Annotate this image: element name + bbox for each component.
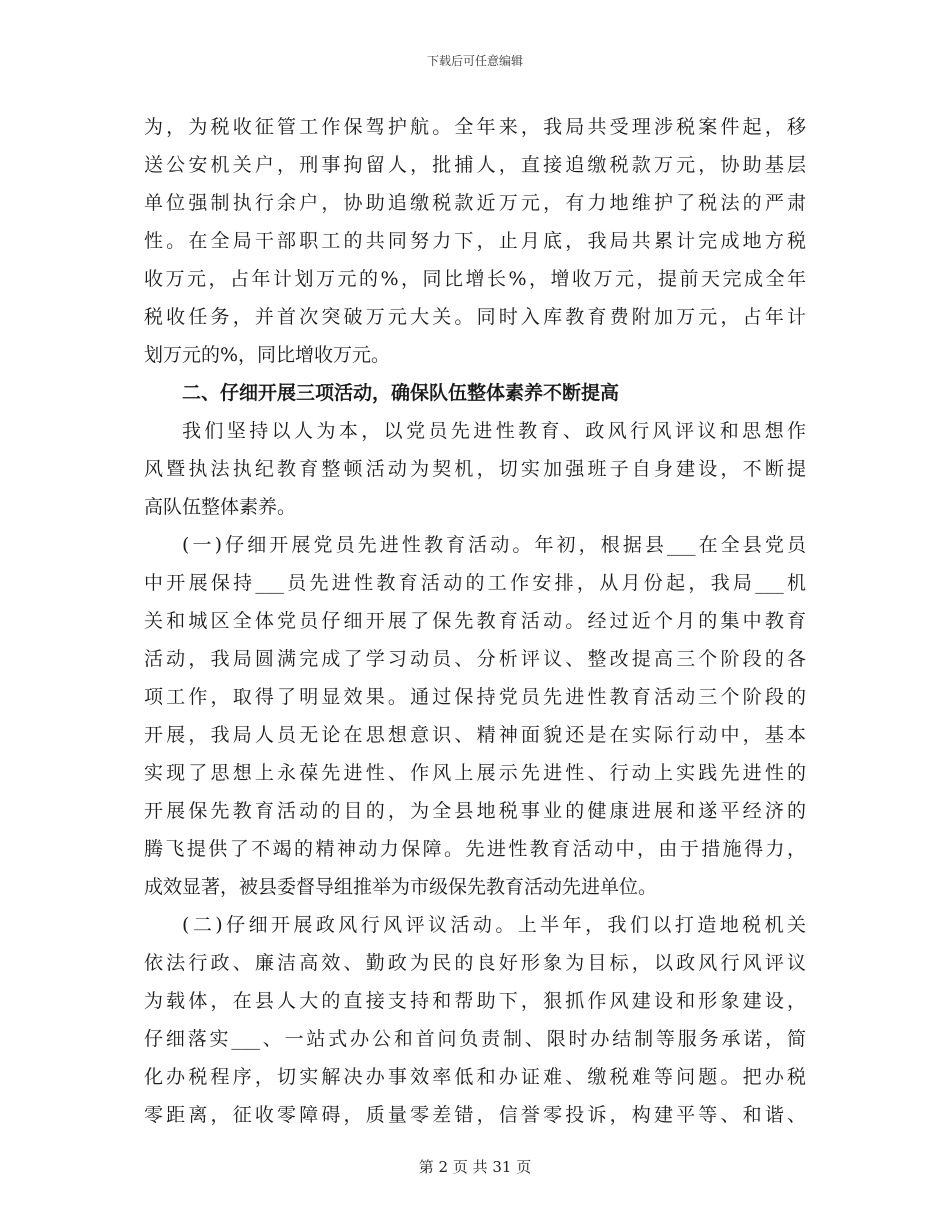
body-text-line: (二)仔细开展政风行风评议活动。上半年，我们以打造地税机关 [182, 914, 806, 936]
body-text-line: 化办税程序，切实解决办事效率低和办证难、缴税难等问题。把办税 [144, 1066, 806, 1088]
body-text-line: 依法行政、廉洁高效、勤政为民的良好形象为目标，以政风行风评议 [144, 952, 806, 974]
body-text-line: 开展，我局人员无论在思想意识、精神面貌还是在实际行动中，基本 [144, 724, 806, 746]
page-number-footer: 第 2 页 共 31 页 [418, 1158, 532, 1176]
body-text-line: 仔细落实___、一站式办公和首问负责制、限时办结制等服务承诺，简 [144, 1028, 806, 1050]
body-text-line: 为载体，在县人大的直接支持和帮助下，狠抓作风建设和形象建设， [144, 990, 806, 1012]
body-text-line: 我们坚持以人为本，以党员先进性教育、政风行风评议和思想作 [182, 420, 806, 442]
body-text-line: (一)仔细开展党员先进性教育活动。年初，根据县___在全县党员 [182, 534, 806, 556]
body-text-line: 实现了思想上永葆先进性、作风上展示先进性、行动上实践先进性的 [144, 762, 806, 784]
page-header: 下载后可任意编辑 [426, 54, 523, 68]
body-text-line: 划万元的%，同比增收万元。 [144, 344, 391, 366]
section-heading: 二、仔细开展三项活动，确保队伍整体素养不断提高 [182, 382, 620, 404]
body-text-line: 开展保先教育活动的目的，为全县地税事业的健康进展和遂平经济的 [144, 800, 806, 822]
body-text-line: 关和城区全体党员仔细开展了保先教育活动。经过近个月的集中教育 [144, 610, 806, 632]
body-text-line: 零距离，征收零障碍，质量零差错，信誉零投诉，构建平等、和谐、 [144, 1104, 806, 1126]
body-text-line: 送公安机关户，刑事拘留人，批捕人，直接追缴税款万元，协助基层 [144, 154, 806, 176]
body-text-line: 收万元，占年计划万元的%，同比增长%，增收万元，提前天完成全年 [144, 268, 806, 290]
body-text-line: 腾飞提供了不竭的精神动力保障。先进性教育活动中，由于措施得力， [144, 838, 806, 860]
body-text-line: 项工作，取得了明显效果。通过保持党员先进性教育活动三个阶段的 [144, 686, 806, 708]
body-text-line: 风暨执法执纪教育整顿活动为契机，切实加强班子自身建设，不断提 [144, 458, 806, 480]
body-text-line: 成效显著，被县委督导组推举为市级保先教育活动先进单位。 [144, 876, 658, 898]
body-text-line: 单位强制执行余户，协助追缴税款近万元，有力地维护了税法的严肃 [144, 192, 806, 214]
body-text-line: 活动，我局圆满完成了学习动员、分析评议、整改提高三个阶段的各 [144, 648, 806, 670]
body-text-line: 高队伍整体素养。 [144, 496, 297, 518]
body-text-line: 中开展保持___员先进性教育活动的工作安排，从月份起，我局___机 [144, 572, 806, 594]
body-text-line: 税收任务，并首次突破万元大关。同时入库教育费附加万元，占年计 [144, 306, 806, 328]
body-text-line: 性。在全局干部职工的共同努力下，止月底，我局共累计完成地方税 [144, 230, 806, 252]
document-body [144, 108, 806, 1134]
body-text-line: 为，为税收征管工作保驾护航。全年来，我局共受理涉税案件起，移 [144, 116, 806, 138]
